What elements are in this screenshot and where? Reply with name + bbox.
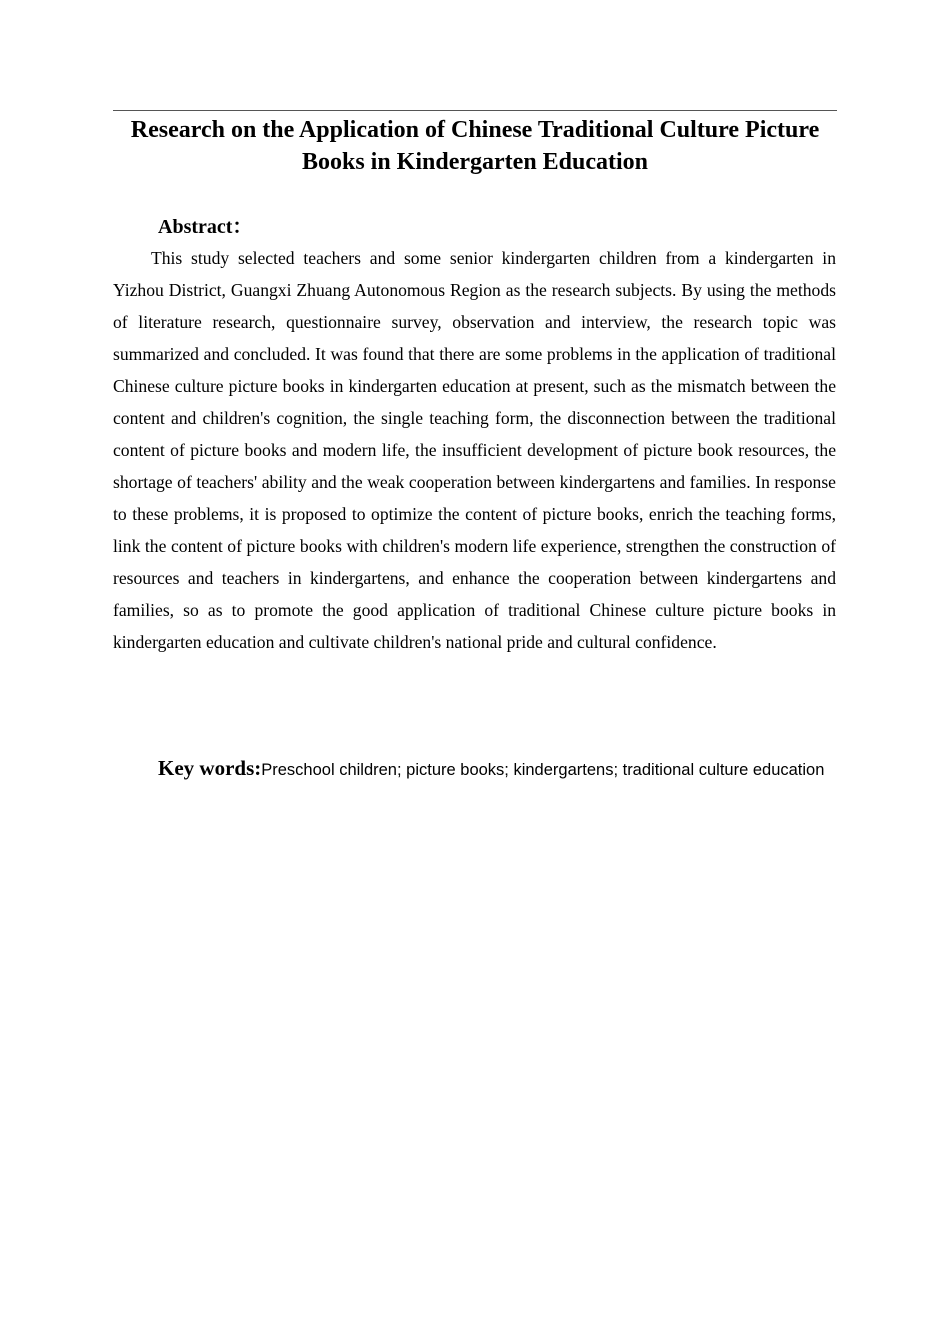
header-rule xyxy=(113,110,837,111)
keywords-label: Key words: xyxy=(158,756,262,780)
keywords-paragraph xyxy=(113,753,836,786)
keywords-text: Preschool children; picture books; kindergartens; traditional culture education xyxy=(261,761,825,779)
page-title: Research on the Application of Chinese Traditional Culture Picture Books in Kindergarten Education xyxy=(130,117,820,175)
abstract-heading: Abstract： xyxy=(158,216,253,238)
abstract-body: This study selected teachers and some senior kindergarten children from a kindergarten in Yizhou District, Guangxi Zhuang Autonomous Region as the research subjects. By using the methods of literature research, questionnaire survey, observation and interview, the research topic was summarized and concluded. It was found that there are some problems in the application of traditional Chinese culture picture books in kindergarten education at present, such as the mismatch between the content and children's cognition, the single teaching form, the disconnection between the traditional content of picture books and modern life, the insufficient development of picture book resources, the shortage of teachers' ability and the weak cooperation between kindergartens and families. In response to these problems, it is proposed to optimize the content of picture books, enrich the teaching forms, link the content of picture books with children's modern life experience, strengthen the construction of resources and teachers in kindergartens, and enhance the cooperation between kindergartens and families, so as to promote the good application of traditional Chinese culture picture books in kindergarten education and cultivate children's national pride and cultural confidence. xyxy=(113,248,836,652)
